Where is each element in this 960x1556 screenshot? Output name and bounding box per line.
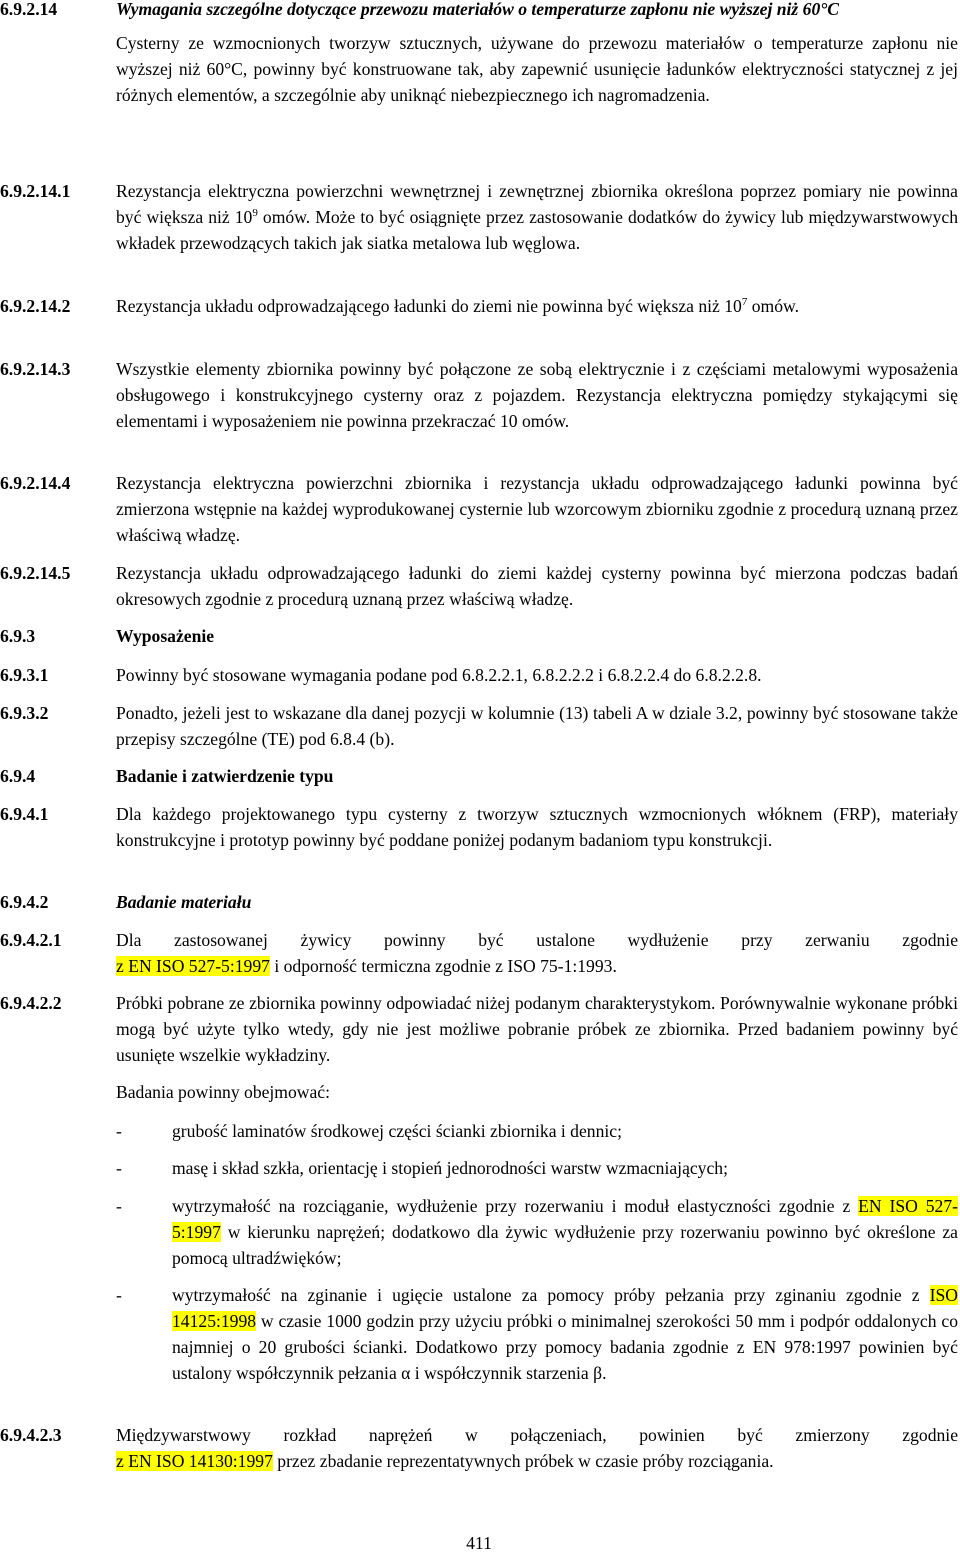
- text-run: wytrzymałość na rozciąganie, wydłużenie przy rozerwaniu i moduł elastyczności zgodnie z: [172, 1196, 859, 1216]
- section-title: Wymagania szczególne dotyczące przewozu materiałów o temperaturze zapłonu nie wyższej niż 60°C: [116, 0, 840, 19]
- section-6-9-2-14-5: [0, 560, 958, 612]
- paragraph: [116, 927, 958, 979]
- section-number: 6.9.4.1: [0, 804, 49, 824]
- list-item-text: grubość laminatów środkowej części ścianki zbiornika i dennic;: [172, 1121, 622, 1141]
- exponent: 9: [252, 207, 258, 219]
- section-6-9-4: [0, 763, 958, 789]
- text-run: wytrzymałość na zginanie i ugięcie ustalone za pomocy próby pełzania przy zginaniu zgodnie z: [172, 1285, 930, 1305]
- list-item-text: [172, 1193, 958, 1271]
- section-number: 6.9.2.14.5: [0, 563, 71, 583]
- paragraph: Ponadto, jeżeli jest to wskazane dla danej pozycji w kolumnie (13) tabeli A w dziale 3.2, powinny być stosowane także przepisy szczególne (TE) pod 6.8.4 (b).: [116, 703, 958, 749]
- section-number: 6.9.2.14.4: [0, 473, 71, 493]
- page-number: 411: [466, 1533, 492, 1553]
- text-run: przez zbadanie reprezentatywnych próbek w czasie próby rozciągania.: [272, 1451, 774, 1471]
- paragraph: Wszystkie elementy zbiornika powinny być połączone ze sobą elektrycznie i z częściami metalowymi wyposażenia obsługowego i konstrukcyjnego cysterny oraz z pojazdem. Rezystancja elektryczna pomiędzy stykającymi się elementami i wyposażeniem nie powinna przekraczać 10 omów.: [116, 359, 958, 431]
- text-line: Międzywarstwowy rozkład naprężeń w połączeniach, powinien być zmierzony zgodnie: [116, 1425, 958, 1445]
- text-line: [116, 953, 958, 979]
- standard-reference: z EN ISO 14130:1997: [116, 1451, 273, 1471]
- paragraph: Próbki pobrane ze zbiornika powinny odpowiadać niżej podanym charakterystykom. Porównywalnie wykonane próbki mogą być użyte tylko wtedy, gdy nie jest możliwe pobranie próbek ze zbiornika. Przed badaniem powinny być usunięte wszelkie wykładziny.: [116, 993, 958, 1065]
- section-number: 6.9.3.2: [0, 703, 49, 723]
- standard-reference: EN ISO 527-5:1997: [172, 1196, 958, 1242]
- section-6-9-3-1: [0, 662, 958, 688]
- section-number: 6.9.4.2.1: [0, 930, 62, 950]
- section-number: 6.9.4.2.3: [0, 1425, 62, 1445]
- section-6-9-4-2-1: [0, 927, 958, 979]
- section-6-9-4-2-3: [0, 1422, 958, 1474]
- text-run: i współczynnik starzenia: [410, 1363, 594, 1383]
- alpha-symbol: α: [401, 1363, 411, 1383]
- list-item: [0, 1282, 958, 1386]
- text-run: i odporność termiczna zgodnie z ISO 75-1:1993.: [269, 956, 617, 976]
- section-number: 6.9.4: [0, 766, 36, 786]
- list-dash: -: [116, 1285, 122, 1305]
- section-6-9-2-14-3: [0, 356, 958, 434]
- section-number: 6.9.3.1: [0, 665, 49, 685]
- text-run: Rezystancja elektryczna powierzchni wewnętrznej i zewnętrznej zbiornika określona poprzez pomiary nie powinna być większa niż 10: [116, 181, 958, 227]
- list-item: [0, 1193, 958, 1271]
- paragraph: Rezystancja układu odprowadzającego ładunki do ziemi każdej cysterny powinna być mierzona podczas badań okresowych zgodnie z procedurą uznaną przez właściwą władzę.: [116, 563, 958, 609]
- text-run: w czasie 1000 godzin przy użyciu próbki o minimalnej szerokości 50 mm i podpór oddalonych co najmniej o 20 grubości ścianki. Dodatkowo przy pomocy badania zgodnie z EN 978:1997 powinien być ustalony współczynnik pełzania: [172, 1311, 958, 1383]
- beta-symbol: β: [593, 1363, 603, 1383]
- section-6-9-2-14-4: [0, 470, 958, 548]
- list-dash: -: [116, 1158, 122, 1178]
- list-item-text: masę i skład szkła, orientację i stopień jednorodności warstw wzmacniających;: [172, 1158, 728, 1178]
- section-number: 6.9.4.2.2: [0, 993, 62, 1013]
- section-title: Wyposażenie: [116, 626, 215, 646]
- section-title: Badanie i zatwierdzenie typu: [116, 766, 334, 786]
- section-number: 6.9.2.14.1: [0, 181, 71, 201]
- section-6-9-3: [0, 623, 958, 649]
- section-6-9-4-1: [0, 801, 958, 853]
- standard-reference: ISO 14125:1998: [172, 1285, 958, 1331]
- section-number: 6.9.2.14: [0, 0, 58, 19]
- section-6-9-3-2: [0, 700, 958, 752]
- text-run: omów.: [747, 296, 799, 316]
- section-number: 6.9.2.14.2: [0, 296, 71, 316]
- paragraph: [116, 293, 958, 319]
- section-6-9-2-14-1: [0, 178, 958, 256]
- paragraph: [116, 1422, 958, 1474]
- list-item-text: [172, 1282, 958, 1386]
- section-title: Badanie materiału: [116, 892, 252, 912]
- section-6-9-4-2-2: [0, 990, 958, 1068]
- paragraph: Powinny być stosowane wymagania podane pod 6.8.2.2.1, 6.8.2.2.2 i 6.8.2.2.4 do 6.8.2.2.8.: [116, 665, 762, 685]
- paragraph: Badania powinny obejmować:: [116, 1082, 331, 1102]
- section-number: 6.9.3: [0, 626, 36, 646]
- paragraph: Cysterny ze wzmocnionych tworzyw sztucznych, używane do przewozu materiałów o temperaturze zapłonu nie wyższej niż 60°C, powinny być konstruowane tak, aby zapewnić usunięcie ładunków elektryczności statycznej z jej różnych elementów, a szczególnie aby uniknąć niebezpiecznego ich nagromadzenia.: [116, 33, 958, 105]
- text-run: omów. Może to być osiągnięte przez zastosowanie dodatków do żywicy lub międzywarstwowych wkładek przewodzących takich jak siatka metalowa lub węglowa.: [116, 207, 958, 253]
- exponent: 7: [741, 296, 748, 308]
- tests-intro: [0, 1079, 958, 1105]
- paragraph: [116, 178, 958, 256]
- list-item: [0, 1118, 958, 1144]
- text-line: Dla zastosowanej żywicy powinny być ustalone wydłużenie przy zerwaniu zgodnie: [116, 930, 958, 950]
- section-6-9-2-14: [0, 0, 958, 108]
- text-run: Rezystancja układu odprowadzającego ładunki do ziemi nie powinna być większa niż 10: [116, 296, 742, 316]
- paragraph: Rezystancja elektryczna powierzchni zbiornika i rezystancja układu odprowadzającego ładunki powinna być zmierzona wstępnie na każdej wyprodukowanej cysternie lub wzorcowym zbiorniku zgodnie z procedurą uznaną przez właściwą władzę.: [116, 473, 958, 545]
- section-number: 6.9.2.14.3: [0, 359, 71, 379]
- paragraph: Dla każdego projektowanego typu cysterny z tworzyw sztucznych wzmocnionych włóknem (FRP), materiały konstrukcyjne i prototyp powinny być poddane poniżej podanym badaniom typu konstrukcji.: [116, 804, 958, 850]
- text-run: .: [602, 1363, 607, 1383]
- section-number: 6.9.4.2: [0, 892, 49, 912]
- standard-reference: z EN ISO 527-5:1997: [116, 956, 270, 976]
- text-run: w kierunku naprężeń; dodatkowo dla żywic wydłużenie przy rozerwaniu powinno być określone za pomocą ultradźwięków;: [172, 1222, 958, 1268]
- list-item: [0, 1155, 958, 1181]
- text-line: [116, 1448, 958, 1474]
- list-dash: -: [116, 1196, 122, 1216]
- section-6-9-4-2: [0, 889, 958, 915]
- list-dash: -: [116, 1121, 122, 1141]
- section-6-9-2-14-2: [0, 293, 958, 319]
